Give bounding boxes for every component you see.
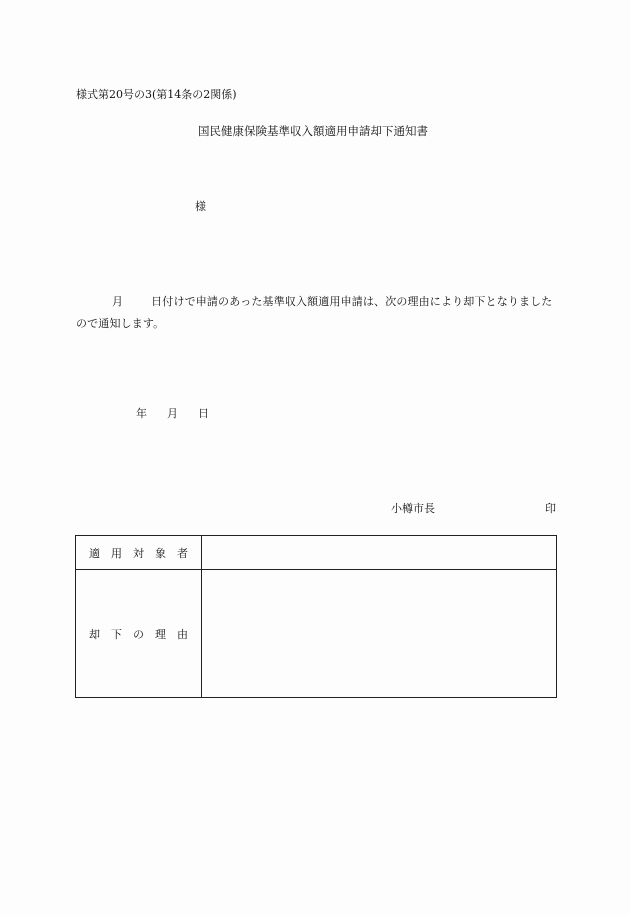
form-number: 様式第20号の3(第14条の2関係) [76,88,237,101]
target-label: 適用対象者 [76,536,202,570]
document-title: 国民健康保険基準収入額適用申請却下通知書 [198,124,428,138]
issue-date [136,405,209,421]
reason-label: 却下の理由 [76,570,202,698]
notice-body [76,291,560,335]
day-label: 日 [198,407,209,420]
table-row-target [76,536,557,570]
body-line-2: したので通知します。 [76,295,553,330]
month-label: 月 [112,295,124,308]
issuer-title: 小樽市長 [391,502,435,515]
target-value-cell [202,536,557,570]
body-line-1: 日付けで申請のあった基準収入額適用申請は、次の理由により却下となりま [151,295,531,308]
seal-mark: 印 [545,502,556,515]
year-label: 年 [136,407,147,420]
addressee-suffix: 様 [195,200,206,213]
info-table [75,535,557,698]
table-row-reason [76,570,557,698]
month-label-date: 月 [167,407,178,420]
reason-value-cell [202,570,557,698]
